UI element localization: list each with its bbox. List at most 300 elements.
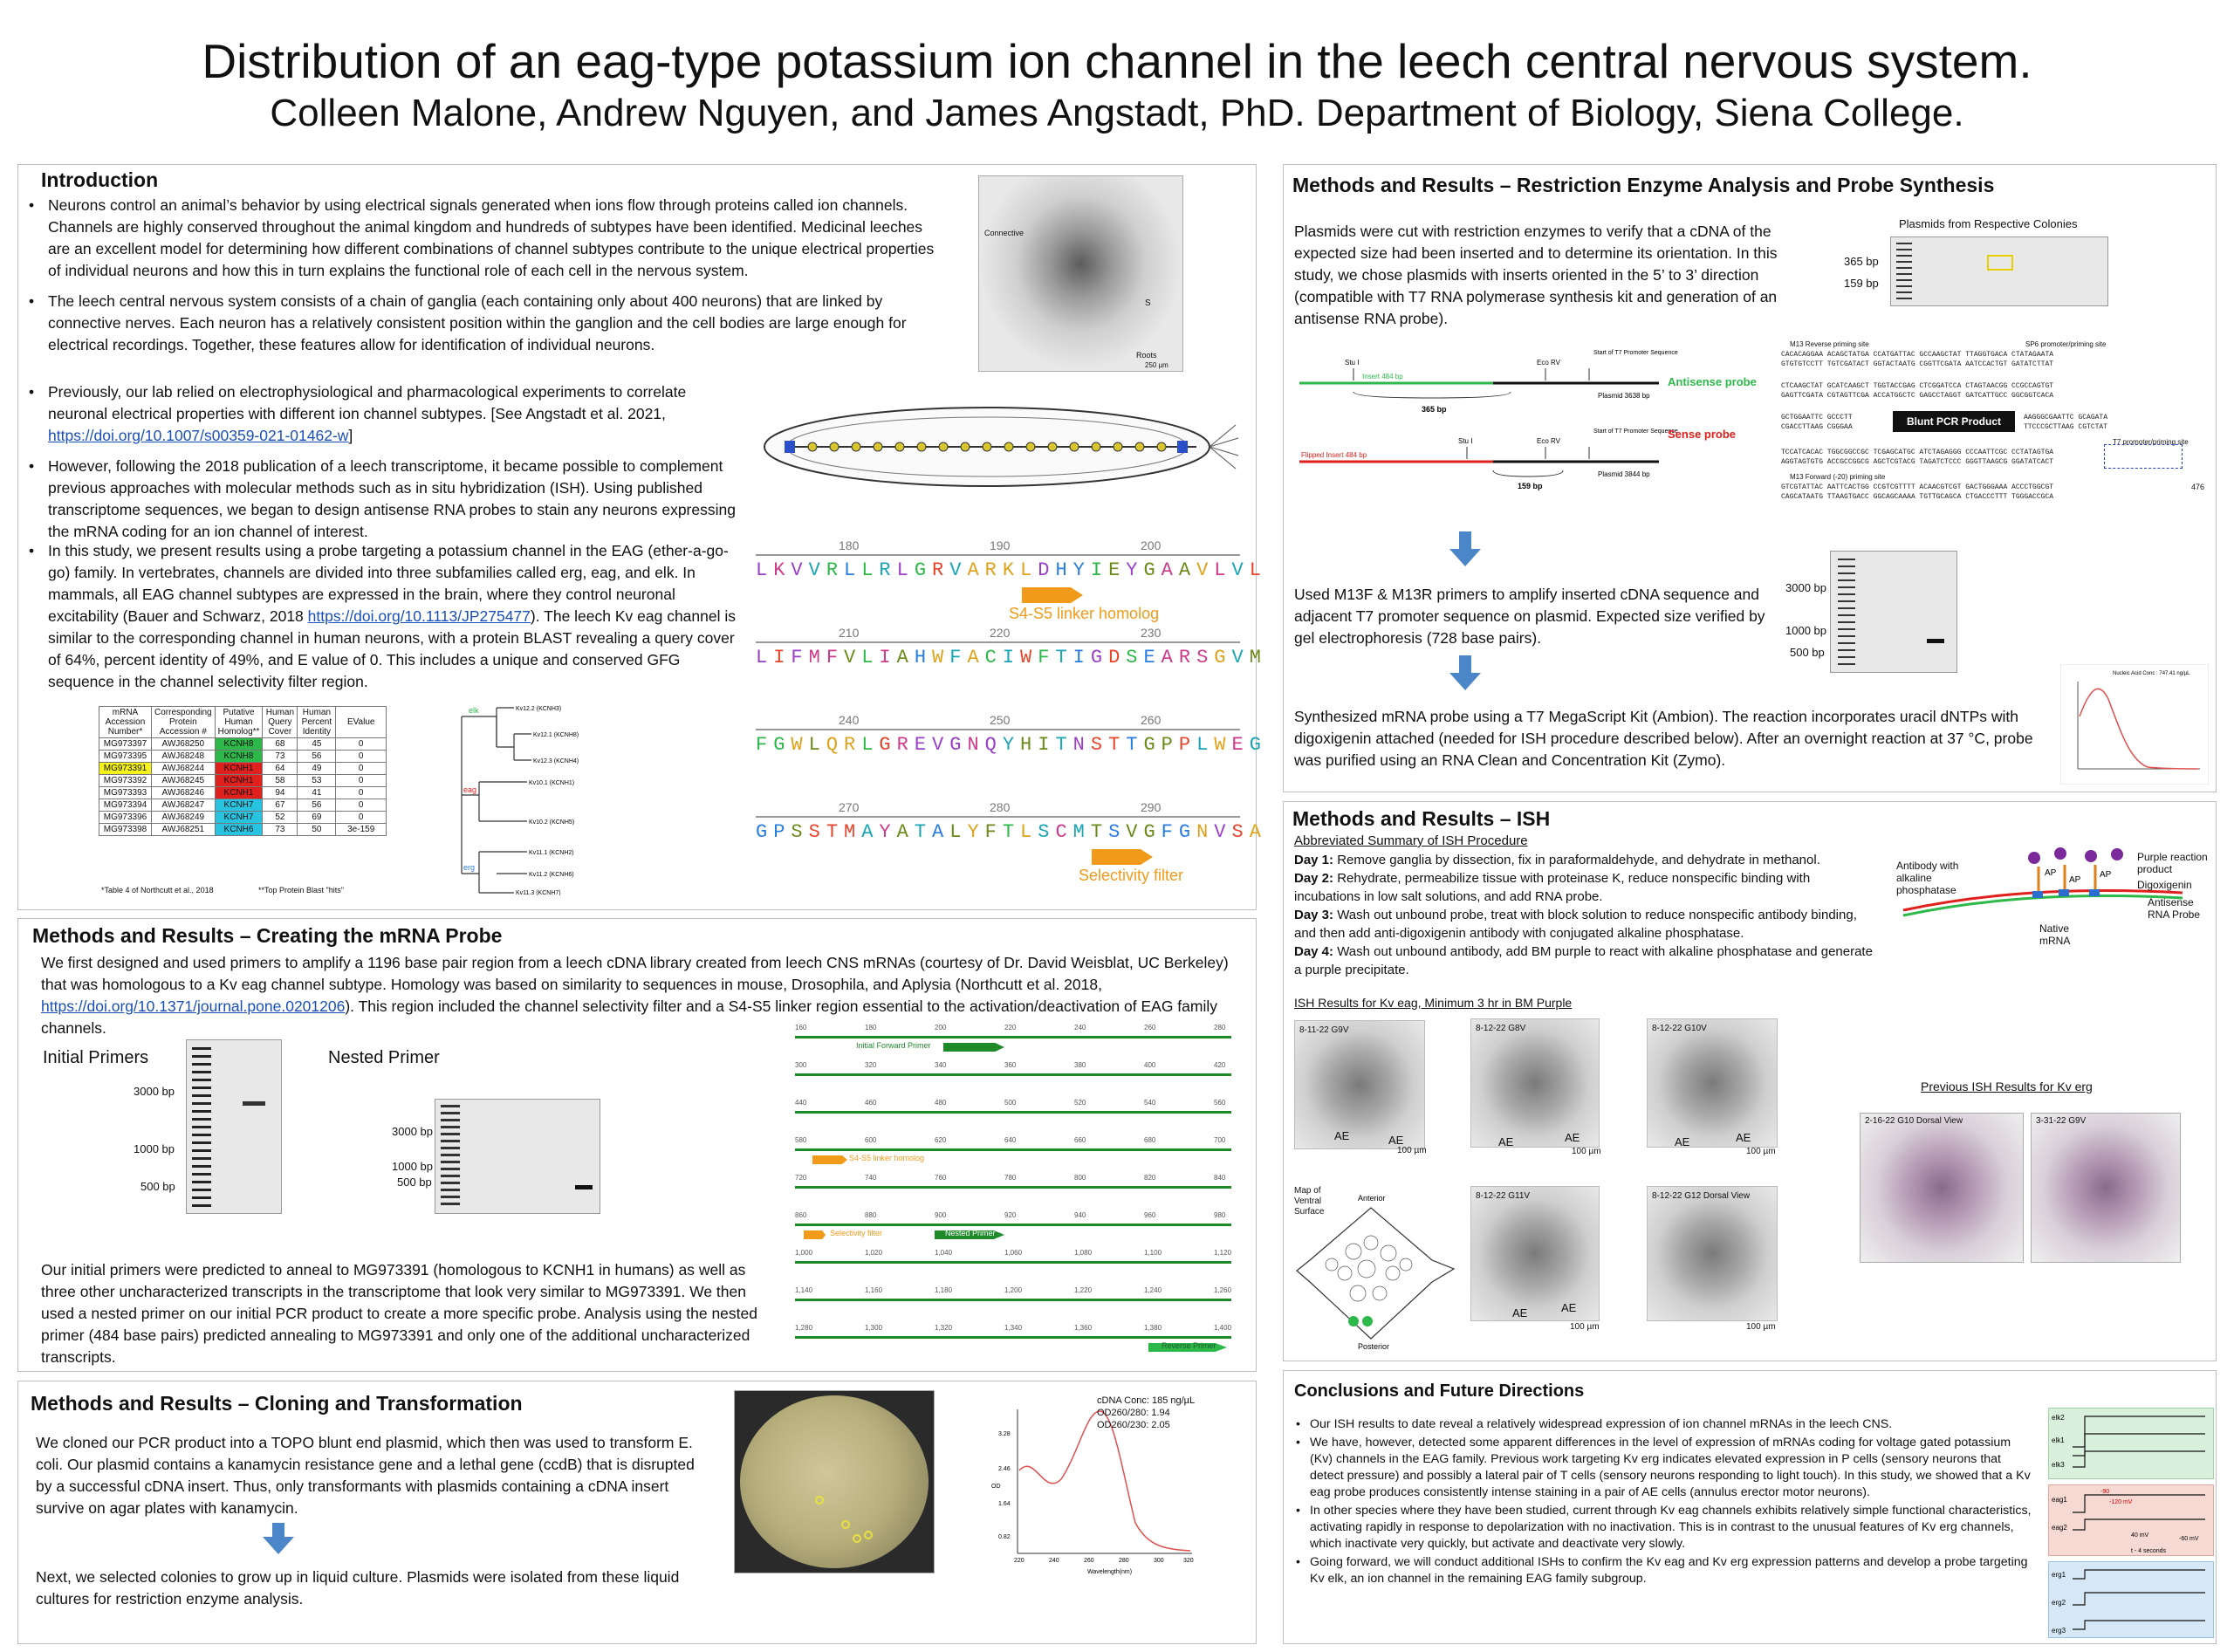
svg-text:320: 320 [1183,1558,1194,1564]
alignment-ruler [756,729,1240,730]
agar-plate-photo [734,1390,935,1573]
intro-bullet-4: • However, following the 2018 publication of a leech transcriptome, it became possible to complement previous approaches with molecular methods such as in situ hybridization (ISH). Using published transcriptome sequences, we began to design antisense RNA probes to stain any neurons expressing the mRNA coding for an ion channel of interest. [25,456,739,543]
alignment-position-number: 210 [839,626,860,640]
svg-text:Flipped Insert 484 bp: Flipped Insert 484 bp [1301,451,1367,459]
map-tick-label: 600 [865,1136,877,1144]
tree-label-kv11-1: Kv11.1 (KCNH2) [529,850,574,856]
svg-text:Posterior: Posterior [1358,1342,1390,1351]
ish-image-g8v [1470,1018,1600,1148]
od-260-280: OD260/280: 1.94 [1097,1408,1170,1418]
map-tick-label: 700 [1214,1136,1226,1144]
svg-text:Plasmid 3844 bp: Plasmid 3844 bp [1598,470,1650,478]
restriction-gel [1890,236,2108,306]
map-tick-label: 180 [865,1024,877,1032]
table-cell: 73 [263,751,298,763]
od-260-230: OD260/230: 2.05 [1097,1420,1170,1430]
svg-text:Stu I: Stu I [1458,437,1473,445]
alignment-position-number: 290 [1141,800,1162,814]
map-feature-arrow [812,1155,847,1164]
table-cell: 49 [298,763,336,775]
feature-arrow [1092,849,1153,865]
tree-label-kv10-1: Kv10.1 (KCNH1) [529,780,575,786]
alignment-position-number: 180 [839,538,860,552]
map-sequence-line [795,1036,1231,1038]
gel2-500bp: 500 bp [397,1176,432,1189]
tree-label-eag: eag [463,785,477,794]
map-tick-label: 560 [1214,1099,1226,1107]
erg-image-g9v [2031,1113,2181,1263]
intro-bullet-1: • Neurons control an animal’s behavior by using electrical signals generated when ions flow through proteins called ion channels. Channels are highly conserved throughout the animal kingdom and hundreds of subtypes have been identified. Medicinal leeches are an excellent model for determining how different combinations of channel subtypes contribute to the unique electrical properties of individual neurons and how this in turn explains the functional role of each cell in the nervous system. [25,195,937,282]
table-cell: 56 [298,799,336,812]
map-tick-label: 660 [1074,1136,1086,1144]
alignment-position-number: 190 [990,538,1011,552]
table-cell: 0 [336,751,387,763]
map-tick-label: 900 [935,1211,947,1219]
table-cell: AWJ68248 [152,751,216,763]
alignment-sequence: LKVVRLLRLGRVARKLDHYIEYGAAVLVL [756,559,1267,581]
map-tick-label: 240 [1074,1024,1086,1032]
table-row [99,787,387,799]
svg-text:elk2: elk2 [2052,1414,2065,1422]
table-cell: MG973395 [99,751,152,763]
map-tick-label: 1,160 [865,1286,883,1294]
th-evalue: EValue [336,707,387,738]
tree-label-kv12-1: Kv12.1 (KCNH8) [533,732,579,738]
intro-top-bullets [25,195,937,365]
feature-label: S4-S5 linker homolog [1009,605,1160,622]
pcr-band [1927,639,1944,643]
map-tick-label: 1,080 [1074,1249,1093,1257]
table-cell: 0 [336,799,387,812]
intro-panel [17,164,1267,910]
map-tick-label: 1,060 [1004,1249,1023,1257]
table-cell: KCNH7 [215,799,263,812]
map-tick-label: 1,180 [935,1286,953,1294]
alignment-position-number: 230 [1141,626,1162,640]
homolog-table [99,706,387,836]
svg-text:260: 260 [1084,1558,1094,1564]
svg-text:3.28: 3.28 [998,1431,1011,1437]
svg-text:Start of T7 Promoter Sequence: Start of T7 Promoter Sequence [1593,428,1678,435]
ish-day-3: Day 3: Wash out unbound probe, treat with block solution to reduce nonspecific antibody binding, and then add anti-digoxigenin antibody with conjugated alkaline phosphatase. [1294,908,1857,941]
cloning-text-2: Next, we selected colonies to grow up in liquid culture. Plasmids were isolated from these liquid cultures for restriction enzyme analysis. [36,1568,680,1607]
map-tick-label: 880 [865,1211,877,1219]
map-tick-label: 1,380 [1144,1324,1162,1332]
table-cell: KCNH7 [215,812,263,824]
table-cell: AWJ68244 [152,763,216,775]
tree-label-erg: erg [463,863,476,872]
map-tick-label: 200 [935,1024,947,1032]
th-protein: Corresponding Protein Accession # [152,707,216,738]
gel1-band [243,1101,265,1106]
leech-nervous-system-diagram [751,399,1244,495]
table-row [99,763,387,775]
phylogenetic-tree [444,699,610,895]
map-tick-label: 860 [795,1211,807,1219]
svg-text:AP: AP [2100,870,2112,880]
table-cell: KCNH6 [215,824,263,836]
map-tick-label: 780 [1004,1174,1017,1182]
svg-text:Eco RV: Eco RV [1537,359,1560,367]
mrna-intro-text: We first designed and used primers to amplify a 1196 base pair region from a leech cDNA library created from leech CNS mRNAs (courtesy of Dr. David Weisblat, UC Berkeley) that was homologous to a Kv eag channel subtype. Homology was based on similarity to sequences in mouse, Drosophila, and Aplysia (Northcutt et al. 2018, https://doi.org/10.1371/journal.pone.0201206). This region included the channel selectivity filter and a S4-S5 linker region essential to the activation/deactivation of EAG family channels. [41,954,1229,1037]
map-feature-label: Reverse Primer [1162,1341,1216,1350]
th-homolog: Putative Human Homolog** [215,707,263,738]
table-cell: AWJ68246 [152,787,216,799]
map-sequence-line [795,1224,1231,1226]
map-tick-label: 720 [795,1174,807,1182]
table-cell: AWJ68250 [152,738,216,751]
alignment-position-number: 240 [839,713,860,727]
map-sequence-line [795,1073,1231,1076]
ganglion-label-connective: Connective [984,229,1024,237]
ish-image-g12-dorsal [1647,1186,1778,1321]
svg-text:-90: -90 [2100,1489,2110,1495]
label-purple-product: Purple reaction product [2137,851,2208,875]
map-feature-label: Selectivity filter [830,1229,883,1237]
svg-text:t - 4 seconds: t - 4 seconds [2131,1548,2167,1554]
table-cell: 64 [263,763,298,775]
svg-text:Start of T7 Promoter Sequence: Start of T7 Promoter Sequence [1593,350,1678,356]
conclusions-bullets [1292,1416,2034,1589]
svg-text:159 bp: 159 bp [1518,482,1543,490]
label-antisense-probe: Antisense RNA Probe [2148,896,2201,921]
current-traces [2048,1408,2214,1640]
tree-label-kv11-2: Kv11.2 (KCNH6) [529,872,574,878]
map-feature-label: S4-S5 linker homolog [849,1154,925,1162]
alignment-ruler [756,554,1240,556]
table-row [99,775,387,787]
svg-text:erg2: erg2 [2052,1599,2066,1607]
table-cell: 52 [263,812,298,824]
alignment-position-number: 270 [839,800,860,814]
table-row [99,738,387,751]
bp-365: 365 bp [1844,255,1879,268]
table-cell: 73 [263,824,298,836]
alignment-sequence: FGWLQRLGREVGNQYHITNSTTGPPLWEG [756,734,1267,756]
map-tick-label: 920 [1004,1211,1017,1219]
map-tick-label: 160 [795,1024,807,1032]
alignment-ruler [756,641,1240,643]
mrna-heading: Methods and Results – Creating the mRNA Probe [32,924,503,947]
ganglion-micrograph [978,175,1183,372]
ish-days [1294,851,1879,979]
label-native-mrna: Native mRNA [2039,922,2071,947]
table-cell: 0 [336,763,387,775]
gel-initial-primers [186,1039,282,1214]
intro-bottom-bullets [25,540,739,702]
gel2-band [575,1185,593,1189]
map-tick-label: 1,340 [1004,1324,1023,1332]
svg-text:365 bp: 365 bp [1422,405,1447,414]
r-bp-500: 500 bp [1790,646,1825,659]
alignment-block [756,538,1267,898]
ish-day-2: Day 2: Rehydrate, permeabilize tissue with proteinase K, reduce nonspecific binding with incubations in low salt solutions, and add RNA probe. [1294,871,1811,904]
svg-text:Antisense probe: Antisense probe [1668,375,1757,388]
restriction-text-3: Synthesized mRNA probe using a T7 MegaScript Kit (Ambion). The reaction incorporates uracil dNTPs with digoxigenin attached (needed for ISH procedure described below). After an overnight reaction at 37 °C, probe was purified using an RNA Clean and Concentration Kit (Zymo). [1294,708,2033,769]
svg-text:Anterior: Anterior [1358,1194,1386,1203]
svg-text:AP: AP [2045,868,2057,878]
cloning-heading: Methods and Results – Cloning and Transformation [31,1392,523,1415]
map-tick-label: 440 [795,1099,807,1107]
table-cell: KCNH1 [215,775,263,787]
svg-text:Wavelength(nm): Wavelength(nm) [1087,1569,1133,1575]
gel1-1000bp: 1000 bp [134,1142,175,1155]
map-feature-label: Nested Primer [945,1229,996,1237]
alignment-ruler [756,816,1240,818]
map-tick-label: 460 [865,1099,877,1107]
northcutt-doi-link[interactable]: https://doi.org/10.1371/journal.pone.0201206 [41,997,346,1015]
gel1-3000bp: 3000 bp [134,1085,175,1098]
map-tick-label: 740 [865,1174,877,1182]
probe-spectrum-chart [2060,664,2209,785]
cdna-conc: cDNA Conc: 185 ng/µL [1097,1395,1196,1406]
map-tick-label: 1,120 [1214,1249,1232,1257]
intro-bullet-3: • Previously, our lab relied on electrophysiological and pharmacological experiments to correlate neuronal electrical properties with different ion channel subtypes. [See Angstadt et al. 2021, https://doi.org/10.1007/s00359-021-01462-w] [25,381,739,447]
svg-text:1.64: 1.64 [998,1501,1011,1507]
alignment-sequence: LIFMFVLIAHWFACIWFTIGDSEARSGVM [756,647,1267,668]
ganglion-label-s: S [1145,298,1151,308]
svg-text:Eco RV: Eco RV [1537,437,1560,445]
table-cell: 50 [298,824,336,836]
table-cell: 69 [298,812,336,824]
map-tick-label: 940 [1074,1211,1086,1219]
map-sequence-line [795,1111,1231,1114]
table-cell: 45 [298,738,336,751]
intro-bullet-2: • The leech central nervous system consists of a chain of ganglia (each containing only about 400 neurons) that are linked by connective nerves. Each neuron has a relatively consistent position within the ganglion and the cell bodies are large enough for electrical recordings. Together, these features allow for identification of individual neurons. [25,291,937,356]
map-tick-label: 1,220 [1074,1286,1093,1294]
ish-panel: Methods and Results – ISH Abbreviated Summary of ISH Procedure Day 1: Remove ganglia by dissection, fix in paraformaldehyde, and dehydrate in methanol. Day 2: Rehydrate, permeabilize tissue with proteinase K, reduce nonspecific binding with incubations in low salt solutions, and add RNA probe. Day 3: Wash out unbound probe, treat with block solution to reduce nonspecific antibody binding, and then add anti-digoxigenin antibody with conjugated alkaline phosphatase. Day 4: Wash out unbound antibody, add BM purple to react with alkaline phosphatase and generate a purple precipitate. AP AP AP Antibody with alkaline phosphatase Purple reaction product Digoxigenin Antisense RNA Probe Native mRNA ISH Results for Kv eag, Minimum 3 hr in BM Purple 8-11-22 G9V 8-12-22 G8V 8-12-22 G10V 8-12-22 G11V 8-12-22 G12 Dorsal View AE AE 100 µm AE AE 100 µm AE AE 100 µm AE AE 100 µm 100 µm Anterior Posterior Map of Ventral Surface Previous ISH Results for Kv erg 2-16-22 G10 Dorsal View 3-31-22 G9V [1283,801,2217,1361]
map-tick-label: 540 [1144,1099,1156,1107]
map-tick-label: 400 [1144,1061,1156,1069]
map-tick-label: 580 [795,1136,807,1144]
ventral-map-title: Map of Ventral Surface [1294,1186,1325,1217]
label-digoxigenin: Digoxigenin [2137,879,2192,891]
cloning-panel [17,1381,1257,1644]
table-cell: 94 [263,787,298,799]
table-cell: 3e-159 [336,824,387,836]
table-row [99,812,387,824]
mrna-panel [17,918,1257,1372]
svg-text:elk1: elk1 [2052,1436,2065,1444]
conclusion-2: • We have, however, detected some apparent differences in the level of expression of mRNAs coding for voltage gated potassium (Kv) channels in the EAG family. Previous work targeting Kv erg indicates elevated expression in P cells (sensory neurons that detect pressure) and possibly a lateral pair of T cells (sensory neurons responding to light touch). In this study, we showed that a Kv eag probe produces consistently intense staining in a pair of AE cells (annulus erector motor neurons). [1292,1435,2034,1501]
map-tick-label: 800 [1074,1174,1086,1182]
erg-image-g10-dorsal [1860,1113,2024,1263]
map-tick-label: 1,140 [795,1286,813,1294]
map-tick-label: 380 [1074,1061,1086,1069]
conclusions-panel [1283,1370,2217,1644]
table-cell: MG973391 [99,763,152,775]
map-tick-label: 1,280 [795,1324,813,1332]
table-note-1: *Table 4 of Northcutt et al., 2018 [101,886,214,895]
gel2-3000bp: 3000 bp [392,1125,433,1138]
map-feature-arrow [943,1043,1004,1052]
table-cell: 41 [298,787,336,799]
th-identity: Human Percent Identity [298,707,336,738]
table-cell: KCNH1 [215,787,263,799]
map-sequence-line [795,1261,1231,1264]
table-cell: 0 [336,775,387,787]
svg-text:Plasmid 3638 bp: Plasmid 3638 bp [1598,392,1650,400]
alignment-position-number: 220 [990,626,1011,640]
map-tick-label: 1,300 [865,1324,883,1332]
mrna-analysis-text: Our initial primers were predicted to anneal to MG973391 (homologous to KCNH1 in humans) as well as three other uncharacterized transcripts in the transcriptome that look very similar to MG973391. We then used a nested primer on our initial PCR product to create a more specific probe. Analysis using the nested primer (484 base pairs) predicted annealing to MG973391 and only one of the additional uncharacterized transcripts. [41,1261,757,1366]
map-tick-label: 340 [935,1061,947,1069]
intro-heading: Introduction [41,168,159,191]
map-tick-label: 420 [1214,1061,1226,1069]
tree-label-kv10-2: Kv10.2 (KCNH5) [529,819,575,826]
svg-text:-60 mV: -60 mV [2179,1536,2199,1542]
table-cell: MG973396 [99,812,152,824]
map-tick-label: 1,260 [1214,1286,1232,1294]
map-tick-label: 320 [865,1061,877,1069]
table-cell: 67 [263,799,298,812]
feature-label: Selectivity filter [1079,867,1184,884]
tree-label-kv12-2: Kv12.2 (KCNH3) [516,706,562,712]
map-feature-label: Initial Forward Primer [856,1041,931,1050]
intro-mid-bullets [25,381,739,552]
svg-text:300: 300 [1154,1558,1164,1564]
table-cell: 58 [263,775,298,787]
poster-authors: Colleen Malone, Andrew Nguyen, and James Angstadt, PhD. Department of Biology, Siena College. [270,92,1964,134]
th-mrna: mRNA Accession Number* [99,707,152,738]
map-sequence-line [795,1299,1231,1301]
restriction-panel [1283,164,2217,792]
bauer-doi-link[interactable]: https://doi.org/10.1113/JP275477 [307,607,531,625]
map-tick-label: 1,040 [935,1249,953,1257]
map-tick-label: 620 [935,1136,947,1144]
bp-159: 159 bp [1844,277,1879,290]
restriction-gel-title: Plasmids from Respective Colonies [1899,217,2078,230]
svg-text:eag1: eag1 [2052,1496,2067,1504]
map-tick-label: 820 [1144,1174,1156,1182]
ish-image-g9v [1294,1020,1425,1149]
table-row [99,751,387,763]
blunt-pcr-product-box: Blunt PCR Product [1893,411,2015,432]
map-tick-label: 980 [1214,1211,1226,1219]
svg-text:elk3: elk3 [2052,1461,2065,1469]
map-sequence-line [795,1148,1231,1151]
gel-nested-primer [435,1099,600,1214]
gel1-500bp: 500 bp [140,1180,175,1193]
svg-text:erg1: erg1 [2052,1571,2066,1579]
alignment-position-number: 200 [1141,538,1162,552]
map-tick-label: 680 [1144,1136,1156,1144]
conclusion-1: • Our ISH results to date reveal a relatively widespread expression of ion channel mRNAs in the leech CNS. [1292,1416,2034,1433]
alignment-position-number: 260 [1141,713,1162,727]
table-cell: AWJ68247 [152,799,216,812]
map-tick-label: 280 [1214,1024,1226,1032]
map-tick-label: 360 [1004,1061,1017,1069]
map-tick-label: 1,360 [1074,1324,1093,1332]
cloning-text-1: We cloned our PCR product into a TOPO blunt end plasmid, which then was used to transform E. coli. Our plasmid contains a kanamycin resistance gene and a lethal gene (ccdB) that is disrupted by a successful cDNA insert. Thus, only transformants with plasmids containing a cDNA insert survive on agar plates with kanamycin. [36,1434,695,1517]
map-sequence-line [795,1336,1231,1339]
map-tick-label: 1,320 [935,1324,953,1332]
table-cell: 0 [336,787,387,799]
vector-sequence-diagram: M13 Reverse priming site SP6 promoter/priming site CACACAGGAA ACAGCTATGA CCATGATTAC GCCAAGCTAT TTAGGTGACA CTATAGAATA GTGTGTCCTT TGTCGATACT GGTACTAATG CGGTTCGATA AATCCACTGT GATATCTTAT CTCAAGCTAT GCATCAAGCT TGGTACCGAG CTCGGATCCA CTAGTAACGG CCGCCAGTGT GAGTTCGATA CGTAGTTCGA ACCATGGCTC GAGCCTAGGT GATCATTGCC GGCGGTCACA GCTGGAATTC GCCCTT CGACCTTAAG CGGGAA Blunt PCR Product AAGGGCGAATTC GCAGATA TTCCCGCTTAAG CGTCTAT T7 promoter/priming site TCCATCACAC TGGCGGCCGC TCGAGCATGC ATCTAGAGGG CCCAATTCGC CCTATAGTGA AGGTAGTGTG ACCGCCGGCG AGCTCGTACG TAGATCTCCC GGGTTAAGCG GGATATCACT M13 Forward (-20) priming site GTCGTATTAC AATTCACTGG CCGTCGTTTT ACAACGTCGT GACTGGGAAA ACCCTGGCGT CAGCATAATG TTAAGTGACC GGCAGCAAAA TGTTGCAGCA CTGACCCTTT TGGGACCGCA 476 [1781,340,2205,501]
table-cell: AWJ68245 [152,775,216,787]
table-row [99,799,387,812]
ish-subheading: Abbreviated Summary of ISH Procedure [1294,833,1528,848]
alignment-sequence: GPSSTMAYATALYFTLSCMTSVGFGNVSA [756,821,1267,843]
ish-day-1: Day 1: Remove ganglia by dissection, fix in paraformaldehyde, and dehydrate in methanol. [1294,853,1820,867]
map-tick-label: 1,000 [795,1249,813,1257]
map-tick-label: 1,200 [1004,1286,1023,1294]
r-bp-1000: 1000 bp [1785,624,1826,637]
svg-text:2.46: 2.46 [998,1466,1011,1472]
pcr-gel-728bp [1830,551,1957,673]
map-tick-label: 760 [935,1174,947,1182]
table-cell: KCNH1 [215,763,263,775]
map-tick-label: 520 [1074,1099,1086,1107]
alignment-position-number: 280 [990,800,1011,814]
angstadt-doi-link[interactable]: https://doi.org/10.1007/s00359-021-01462-w [48,427,349,444]
alignment-position-number: 250 [990,713,1011,727]
poster-title: Distribution of an eag-type potassium ion channel in the leech central nervous system. [202,34,2032,88]
map-feature-arrow [804,1230,826,1239]
svg-text:Sense probe: Sense probe [1668,428,1737,441]
map-tick-label: 300 [795,1061,807,1069]
intro-bullet-5: • In this study, we present results using a probe targeting a potassium channel in the EAG (ether-a-go-go) family. In vertebrates, channels are divided into three subfamilies called erg, eag, and elk. In mammals, all EAG channel subtypes are expressed in the brain, where they control neuronal excitability (Bauer and Schwarz, 2018 https://doi.org/10.1113/JP275477). The leech Kv eag channel is similar to the corresponding channel in human neurons, with a protein BLAST revealing a query cover of 64%, percent identity of 49%, and E value of 0. This includes a unique and conserved GFG sequence in the channel selectivity filter region. [25,540,739,693]
map-tick-label: 1,100 [1144,1249,1162,1257]
restriction-text-2: Used M13F & M13R primers to amplify inserted cDNA sequence and adjacent T7 promoter sequence on plasmid. Expected size verified by gel electrophoresis (728 base pairs). [1294,586,1765,647]
restriction-text-1: Plasmids were cut with restriction enzymes to verify that a cDNA of the expected size had been inserted and to determine its orientation. In this study, we chose plasmids with inserts oriented in the 5’ to 3’ direction (compatible with T7 RNA polymerase synthesis kit and generation of an antisense RNA probe). [1294,223,1778,327]
conclusion-3: • In other species where they have been studied, current through Kv eag channels exhibits relatively simple functional characteristics, activating rapidly in response to depolarization with no inactivation. This is in contrast to the unusual features of Kv erg channels, which inactivate very quickly, but activate and deactivate very slowly. [1292,1503,2034,1553]
table-cell: KCNH8 [215,751,263,763]
map-tick-label: 1,240 [1144,1286,1162,1294]
table-cell: 53 [298,775,336,787]
svg-text:Insert 484 bp: Insert 484 bp [1362,373,1403,380]
ish-results-title: ISH Results for Kv eag, Minimum 3 hr in BM Purple [1294,996,1573,1010]
svg-text:Stu I: Stu I [1345,359,1360,367]
sequence-map [795,1024,1236,1368]
table-cell: MG973392 [99,775,152,787]
map-tick-label: 1,020 [865,1249,883,1257]
table-cell: MG973393 [99,787,152,799]
tree-label-kv12-3: Kv12.3 (KCNH4) [533,758,579,764]
table-cell: 56 [298,751,336,763]
svg-text:280: 280 [1119,1558,1129,1564]
th-cover: Human Query Cover [263,707,298,738]
r-bp-3000: 3000 bp [1785,581,1826,594]
gel2-1000bp: 1000 bp [392,1160,433,1173]
map-tick-label: 840 [1214,1174,1226,1182]
homolog-table-header [99,707,387,738]
svg-text:AP: AP [2069,875,2081,885]
gel1-title: Initial Primers [43,1048,149,1067]
svg-text:eag2: eag2 [2052,1524,2067,1532]
table-cell: MG973398 [99,824,152,836]
conclusion-4: • Going forward, we will conduct additional ISHs to confirm the Kv eag and Kv erg expression patterns and develop a probe targeting Kv elk, an ion channel in the remaining EAG family subgroup. [1292,1554,2034,1587]
map-tick-label: 220 [1004,1024,1017,1032]
feature-arrow [1022,587,1083,603]
table-note-2: **Top Protein Blast "hits" [258,886,344,895]
map-tick-label: 480 [935,1099,947,1107]
svg-text:0.82: 0.82 [998,1534,1011,1540]
gel2-title: Nested Primer [328,1048,440,1067]
map-tick-label: 500 [1004,1099,1017,1107]
tree-label-elk: elk [469,706,479,715]
previous-ish-title: Previous ISH Results for Kv erg [1921,1080,2093,1093]
plasmid-orientation-diagram [1292,344,1764,505]
ish-day-4: Day 4: Wash out unbound antibody, add BM purple to react with alkaline phosphatase and generate a purple precipitate. [1294,944,1873,977]
svg-text:OD: OD [991,1484,1001,1490]
table-cell: 0 [336,738,387,751]
map-tick-label: 960 [1144,1211,1156,1219]
svg-text:40 mV: 40 mV [2131,1532,2149,1539]
table-cell: MG973397 [99,738,152,751]
table-cell: 0 [336,812,387,824]
table-cell: KCNH8 [215,738,263,751]
